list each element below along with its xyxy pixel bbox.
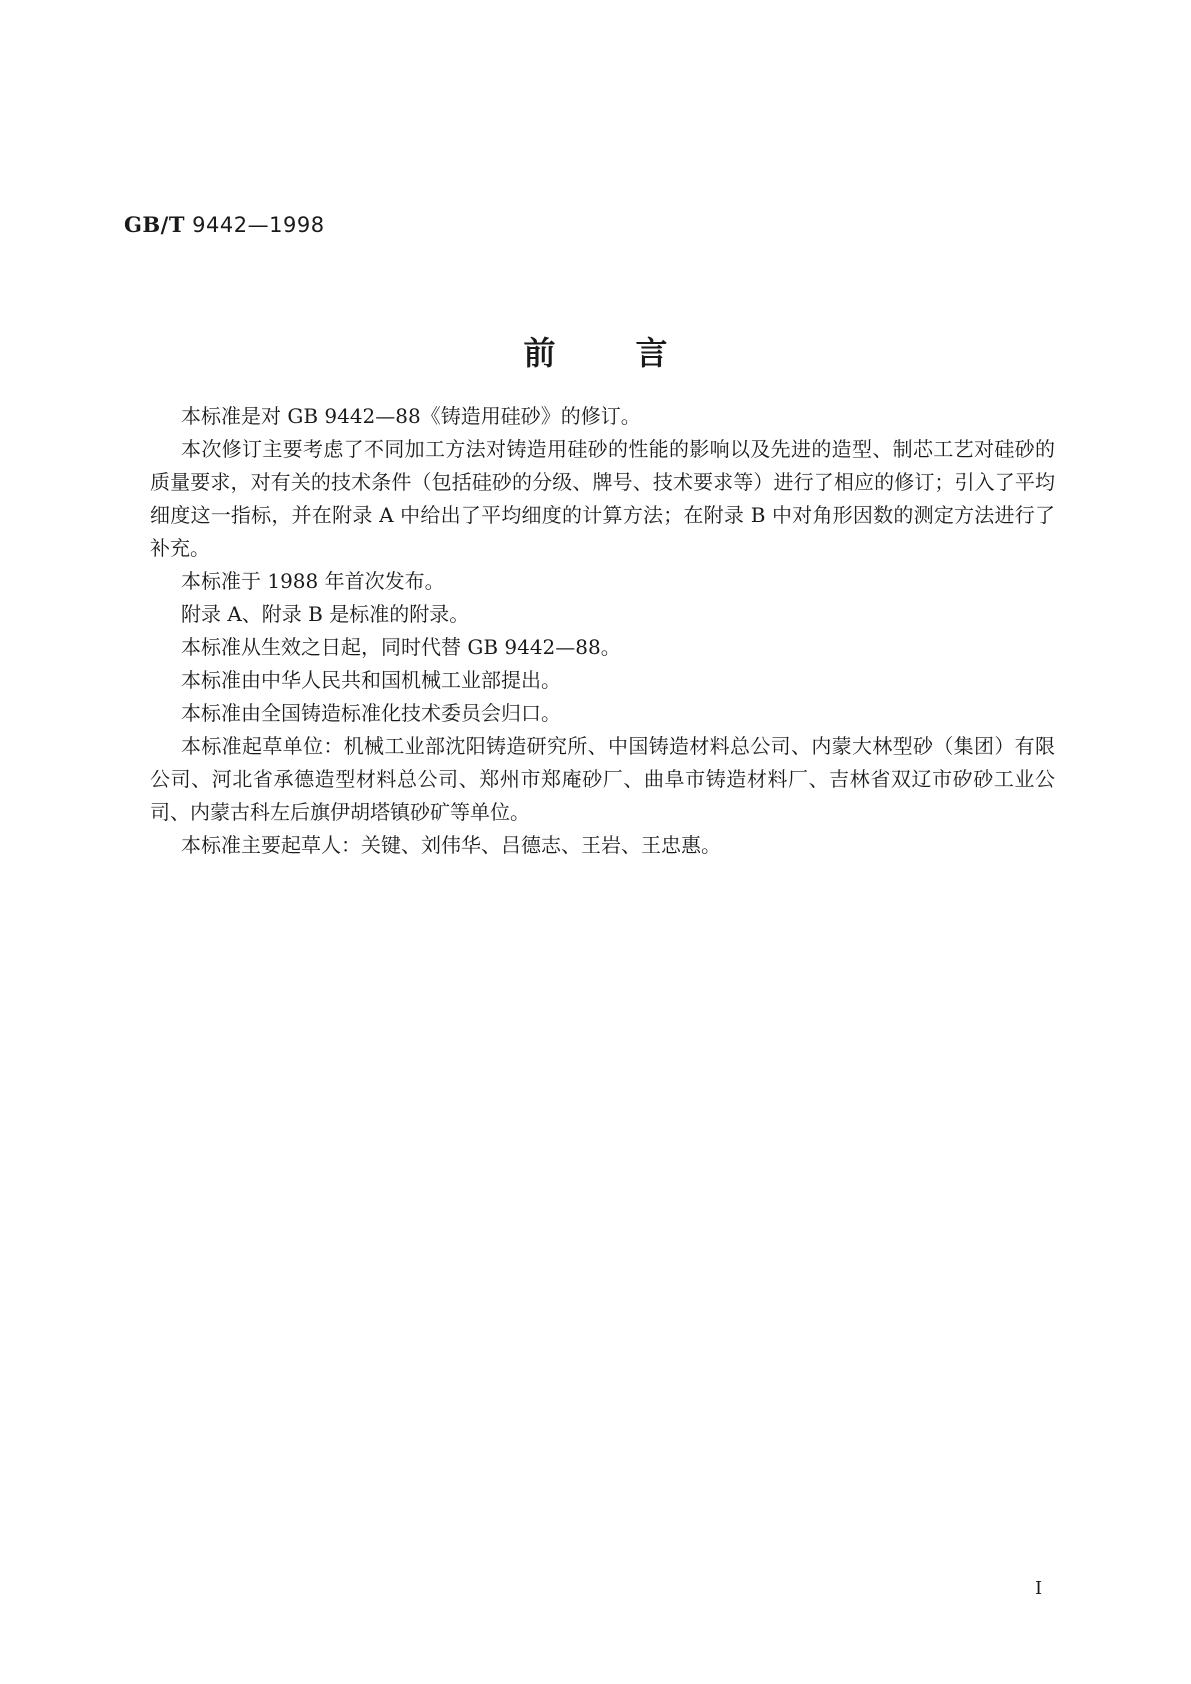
standard-code-prefix: GB/T: [124, 212, 185, 237]
paragraph: 本标准由全国铸造标准化技术委员会归口。: [181, 701, 561, 725]
paragraph: 本标准是对 GB 9442—88《铸造用硅砂》的修订。: [181, 404, 641, 428]
standard-code-number: 9442—1998: [192, 213, 325, 237]
foreword-body: [150, 400, 1055, 862]
paragraph: 本标准起草单位：机械工业部沈阳铸造研究所、中国铸造材料总公司、内蒙大林型砂（集团）有限公司、河北省承德造型材料总公司、郑州市郑庵砂厂、曲阜市铸造材料厂、吉林省双辽市矽砂工业公司、内蒙古科左后旗伊胡塔镇砂矿等单位。: [150, 734, 1055, 824]
paragraph: 附录 A、附录 B 是标准的附录。: [181, 602, 470, 626]
standard-code: [124, 212, 325, 237]
page-title: 前言: [523, 334, 748, 372]
page-number: I: [1035, 1578, 1043, 1599]
paragraph: 本标准由中华人民共和国机械工业部提出。: [181, 668, 561, 692]
paragraph: 本标准主要起草人：关键、刘伟华、吕德志、王岩、王忠惠。: [181, 833, 721, 857]
paragraph: 本次修订主要考虑了不同加工方法对铸造用硅砂的性能的影响以及先进的造型、制芯工艺对硅砂的质量要求，对有关的技术条件（包括硅砂的分级、牌号、技术要求等）进行了相应的修订；引入了平均细度这一指标，并在附录 A 中给出了平均细度的计算方法；在附录 B 中对角形因数的测定方法进行了补充。: [150, 437, 1055, 560]
paragraph: 本标准于 1988 年首次发布。: [181, 569, 445, 593]
paragraph: 本标准从生效之日起，同时代替 GB 9442—88。: [181, 635, 621, 659]
